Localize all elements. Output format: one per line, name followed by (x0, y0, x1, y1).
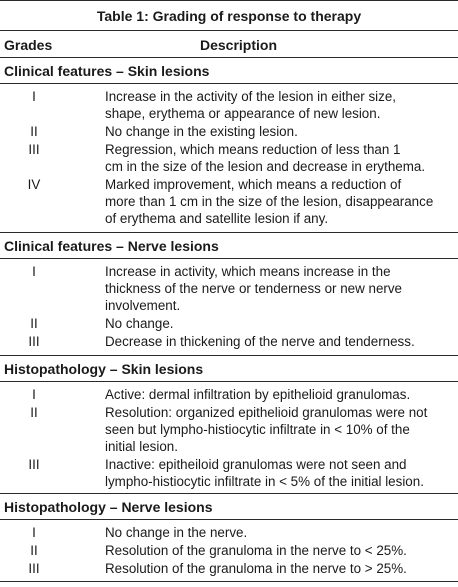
section-heading (0, 233, 458, 259)
grade-cell: III (28, 142, 40, 157)
description-cell: Increase in the activity of the lesion in either size, shape, erythema or appearance of new lesion. (105, 89, 397, 121)
table-row (0, 456, 458, 490)
grade-cell: I (32, 89, 36, 104)
grade-cell: II (30, 543, 38, 558)
description-cell: Marked improvement, which means a reduction of more than 1 cm in the size of the lesion, disappearance of erythema and satellite lesion if any. (105, 177, 434, 226)
grade-cell: II (30, 316, 38, 331)
grade-cell: III (28, 561, 40, 576)
grade-cell: I (32, 387, 36, 402)
grade-cell: I (32, 525, 36, 540)
table-row (0, 123, 458, 140)
table-row (0, 386, 458, 403)
description-cell: Resolution: organized epithelioid granulomas were not seen but lympho-histiocytic infiltrate in < 10% of the initial lesion. (105, 405, 428, 454)
section-heading (0, 58, 458, 84)
description-cell: No change in the existing lesion. (105, 124, 298, 139)
section-heading (0, 494, 458, 520)
table-row (0, 141, 458, 175)
section-heading-text: Histopathology – Nerve lesions (4, 499, 213, 515)
section-heading-text: Clinical features – Skin lesions (4, 63, 210, 79)
table-row (0, 404, 458, 455)
table-bottom-rule (0, 581, 458, 582)
grade-cell: III (28, 457, 40, 472)
grade-cell: III (28, 334, 40, 349)
table-row (0, 263, 458, 314)
table-row (0, 524, 458, 541)
grade-cell: II (30, 124, 38, 139)
grade-cell: I (32, 264, 36, 279)
description-cell: Resolution of the granuloma in the nerve to > 25%. (105, 561, 407, 576)
column-header-grades: Grades (4, 37, 53, 53)
table-row (0, 542, 458, 559)
section-heading-text: Clinical features – Nerve lesions (4, 238, 219, 254)
table-header (0, 31, 458, 58)
description-cell: Increase in activity, which means increase in the thickness of the nerve or tenderness or new nerve involvement. (105, 264, 402, 313)
description-cell: No change. (105, 316, 174, 331)
grade-cell: IV (27, 177, 41, 192)
description-cell: Decrease in thickening of the nerve and tenderness. (105, 334, 415, 349)
description-cell: No change in the nerve. (105, 525, 248, 540)
table-row (0, 176, 458, 227)
description-cell: Inactive: epitheiloid granulomas were not seen and lympho-histiocytic infiltrate in < 5% of the initial lesion. (105, 457, 424, 489)
section-heading (0, 356, 458, 382)
table-row (0, 315, 458, 332)
table-title: Table 1: Grading of response to therapy (0, 0, 458, 31)
description-cell: Resolution of the granuloma in the nerve to < 25%. (105, 543, 407, 558)
grade-cell: II (30, 405, 38, 420)
table-row (0, 560, 458, 577)
section-heading-text: Histopathology – Skin lesions (4, 361, 204, 377)
table-row (0, 333, 458, 350)
description-cell: Regression, which means reduction of less than 1 cm in the size of the lesion and decrease in erythema. (105, 142, 426, 174)
column-header-description: Description (200, 37, 278, 53)
table-row (0, 88, 458, 122)
description-cell: Active: dermal infiltration by epithelioid granulomas. (105, 387, 411, 402)
